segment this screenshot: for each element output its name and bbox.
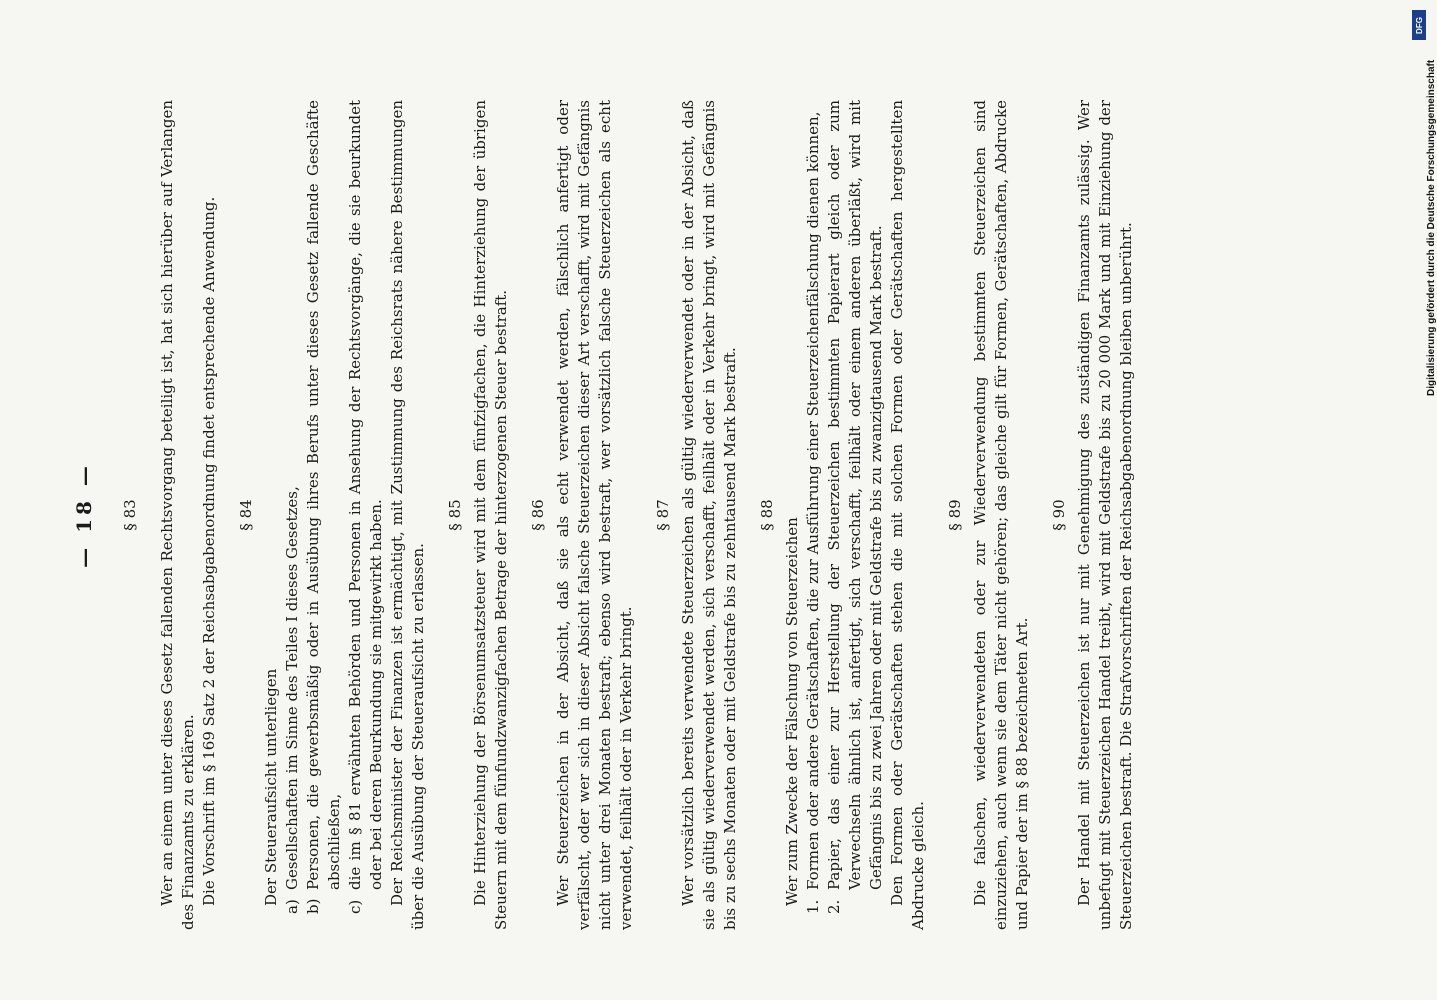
- paragraph: Die falschen, wiederverwendeten oder zur Wiederverwendung bestimmten Steuerzeichen sind einzuziehen, auch wenn sie dem Täter nicht gehören; das gleiche gilt für Formen, Gerätschaften, Abdrucke und Papier der im § 88 bezeichneten Art.: [971, 100, 1031, 930]
- dfg-logo: DFG: [1412, 10, 1426, 40]
- list-item-text: Personen, die gewerbsmäßig oder in Ausübung ihres Berufs unter dieses Gesetz fallende Geschäfte abschließen,: [304, 100, 343, 890]
- section-number: § 89: [946, 499, 964, 531]
- paragraph: Wer vorsätzlich bereits verwendete Steuerzeichen als gültig wiederverwendet oder in der Absicht, daß sie als gültig wiederverwendet werden, sich verschafft, feilhält oder in Verkehr bringt, wird mit Gefängnis bis zu sechs Monaten oder mit Geldstrafe bis zu zehntausend Mark bestraft.: [679, 100, 739, 930]
- paragraph: Die Hinterziehung der Börsenumsatzsteuer wird mit dem fünfzigfachen, die Hinterziehung der übrigen Steuern mit dem fünfundzwanzigfachen Betrage der hinterzogenen Steuer bestraft.: [471, 100, 510, 930]
- sections-container: [120, 100, 1137, 930]
- list-item-label: a): [283, 899, 301, 914]
- paragraph: Den Formen oder Gerätschaften stehen die mit solchen Formen oder Gerätschaften hergestellten Abdrucke gleich.: [888, 100, 927, 930]
- list-item-label: b): [304, 898, 322, 914]
- list-item-label: 1.: [804, 899, 822, 914]
- paragraph: Wer an einem unter dieses Gesetz fallenden Rechtsvorgang beteiligt ist, hat sich hierüber auf Verlangen des Finanzamts zu erklären.: [158, 100, 197, 930]
- page-number: — 18 —: [72, 462, 96, 568]
- section-number: § 86: [529, 499, 547, 531]
- paragraph: Die Vorschrift im § 169 Satz 2 der Reichsabgabenordnung findet entsprechende Anwendung.: [200, 196, 218, 906]
- paragraph: Der Reichsminister der Finanzen ist ermächtigt, mit Zustimmung des Reichsrats nähere Bestimmungen über die Ausübung der Steueraufsicht zu erlassen.: [388, 100, 427, 930]
- section: [653, 100, 741, 930]
- digitization-credit: [1410, 6, 1437, 986]
- list-item-text: Gesellschaften im Sinne des Teiles I dieses Gesetzes,: [283, 486, 301, 890]
- list-item-label: c): [346, 899, 364, 914]
- list-item-text: die im § 81 erwähnten Behörden und Personen in Ansehung der Rechtsvorgänge, die sie beurkundet oder bei deren Beurkundung sie mitgewirkt haben.: [346, 100, 385, 890]
- section: [157, 100, 220, 930]
- paragraph: Wer zum Zwecke der Fälschung von Steuerzeichen: [783, 517, 801, 906]
- list-item: [282, 100, 303, 930]
- list-item: [345, 100, 387, 930]
- section: [757, 100, 929, 930]
- section-number: § 87: [654, 499, 672, 531]
- paragraph: Der Handel mit Steuerzeichen ist nur mit Genehmigung des zuständigen Finanzamts zulässig. Wer unbefugt mit Steuerzeichen Handel treibt, wird mit Geldstrafe bis zu 20 000 Mark und mit Einziehung der Steuerzeichen bestraft. Die Strafvorschriften der Reichsabgabenordnung bleiben unberührt.: [1075, 100, 1135, 930]
- section: [1049, 100, 1137, 930]
- section: [236, 100, 429, 930]
- list-item-text: Formen oder andere Gerätschaften, die zur Ausführung einer Steuerzeichenfälschung dienen können,: [804, 111, 822, 890]
- section-number: § 90: [1050, 499, 1068, 531]
- list-item: [824, 100, 887, 930]
- list-item-label: 2.: [825, 899, 843, 914]
- section-number: § 88: [758, 499, 776, 531]
- paragraph: Der Steueraufsicht unterliegen: [262, 668, 280, 906]
- paragraph: Wer Steuerzeichen in der Absicht, daß sie als echt verwendet werden, fälschlich anfertigt oder verfälscht, oder wer sich in dieser Absicht falsche Steuerzeichen dieser Art verschafft, wird mit Gefängnis nicht unter drei Monaten bestraft; ebenso wird bestraft, wer vorsätzlich falsche Steuerzeichen als echt verwendet, feilhält oder in Verkehr bringt.: [554, 100, 635, 930]
- digitization-note: Digitalisierung gefördert durch die Deutsche Forschungsgemeinschaft: [1426, 59, 1437, 396]
- section: [120, 100, 141, 930]
- list-item-text: Papier, das einer zur Herstellung der Steuerzeichen bestimmten Papierart gleich oder zum Verwechseln ähnlich ist, anfertigt, sich verschafft, feilhält oder einem anderen überläßt, wird mit Gefängnis bis zu zwei Jahren oder mit Geldstrafe bis zu zwanzigtausend Mark bestraft.: [825, 100, 885, 890]
- section-number: § 83: [121, 499, 139, 531]
- section: [945, 100, 1033, 930]
- document-page: [72, 100, 1332, 930]
- section: [445, 100, 512, 930]
- list-item: [803, 100, 824, 930]
- list-item: [303, 100, 345, 930]
- section-number: § 85: [446, 499, 464, 531]
- section: [528, 100, 637, 930]
- section-number: § 84: [237, 499, 255, 531]
